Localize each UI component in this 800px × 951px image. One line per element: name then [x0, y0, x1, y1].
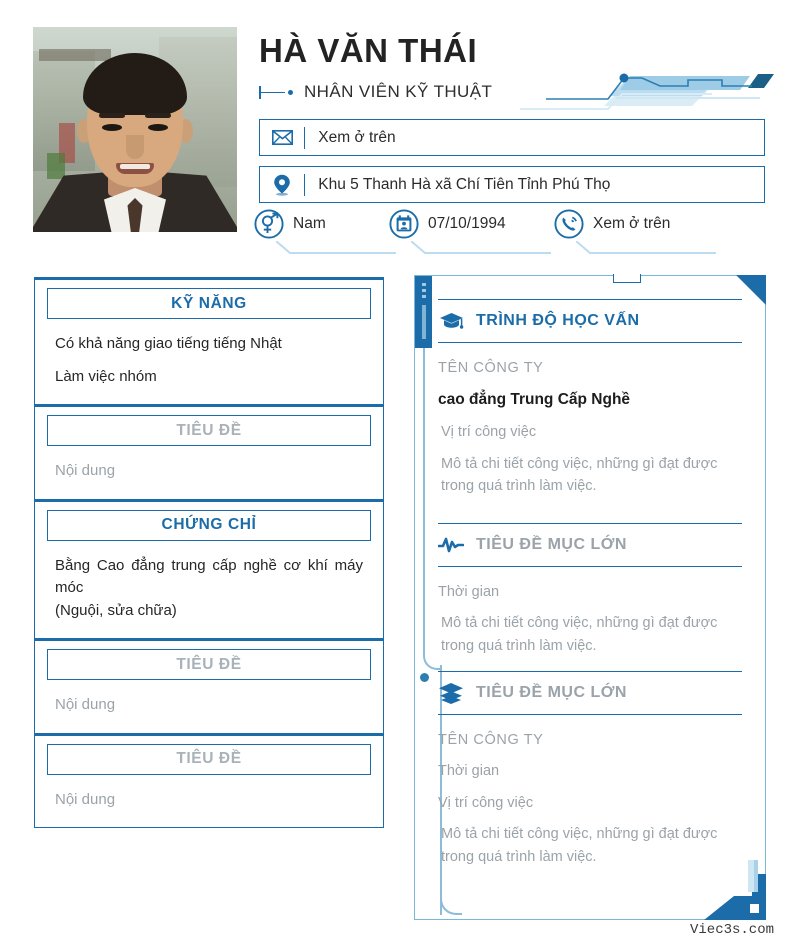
meta-underline-decoration [576, 241, 716, 255]
left-block-title: TIÊU ĐỀ [176, 750, 242, 767]
left-block-title: CHỨNG CHỈ [161, 516, 257, 533]
timeline-thread-upper [423, 348, 425, 648]
photo-nose [126, 135, 144, 159]
header-decorative-graphic [512, 68, 774, 114]
meta-gender-value: Nam [293, 215, 326, 232]
phone-icon [554, 209, 584, 244]
contact-email-row [259, 119, 765, 156]
section-body [438, 715, 742, 868]
company-name-placeholder: TÊN CÔNG TY [438, 732, 544, 748]
envelope-icon [260, 130, 304, 145]
description-placeholder: Mô tả chi tiết công việc, những gì đạt được trong quá trình làm việc. [441, 615, 718, 654]
section-header [438, 671, 742, 715]
left-block-body [35, 446, 383, 483]
left-block-body [35, 319, 383, 388]
pulse-icon [438, 536, 464, 554]
graduation-cap-icon [438, 311, 464, 331]
left-block-body [35, 775, 383, 812]
time-period-placeholder: Thời gian [438, 584, 500, 600]
description-placeholder: Mô tả chi tiết công việc, những gì đạt được trong quá trình làm việc. [441, 826, 718, 865]
left-column [34, 277, 384, 827]
layers-icon [438, 682, 464, 704]
section-placeholder-1 [438, 523, 742, 657]
section-header [438, 299, 742, 343]
company-name-placeholder: TÊN CÔNG TY [438, 360, 544, 376]
list-item: (Nguội, sửa chữa) [55, 601, 177, 619]
photo-eyebrow-left [99, 113, 125, 118]
description-placeholder: Mô tả chi tiết công việc, những gì đạt được trong quá trình làm việc. [441, 455, 718, 495]
left-block-title: TIÊU ĐỀ [176, 421, 242, 439]
job-role-row [259, 82, 492, 102]
contact-address-row [259, 166, 765, 203]
timeline-node [420, 673, 429, 682]
job-position-placeholder: Vị trí công việc [438, 794, 534, 811]
photo-background-green-object [47, 153, 65, 179]
left-block-placeholder-3 [34, 733, 384, 829]
contact-address-value: Khu 5 Thanh Hà xã Chí Tiên Tỉnh Phú Thọ [318, 175, 611, 193]
list-item: Nội dung [55, 790, 116, 808]
photo-background-roof [39, 49, 111, 61]
photo-eye-right [148, 124, 168, 131]
timeline-rail [415, 276, 432, 348]
left-block-placeholder-1 [34, 404, 384, 500]
left-block-placeholder-2 [34, 638, 384, 734]
education-institution: cao đẳng Trung Cấp Nghề [438, 391, 631, 409]
avatar [33, 27, 237, 232]
list-item: Có khả năng giao tiếng tiếng Nhật [55, 335, 282, 352]
job-position-placeholder: Vị trí công việc [441, 424, 537, 441]
right-column-notch-decoration [613, 274, 641, 283]
job-role-label: NHÂN VIÊN KỸ THUẬT [304, 82, 493, 101]
list-item: Bằng Cao đẳng trung cấp nghề cơ khí máy móc [55, 556, 363, 596]
rail-dots-icon [422, 283, 426, 300]
left-block-title: TIÊU ĐỀ [176, 655, 242, 673]
left-block-header [47, 415, 371, 446]
photo-eyebrow-right [145, 113, 171, 118]
section-title: TIÊU ĐỀ MỤC LỚN [476, 684, 627, 701]
section-body [438, 567, 742, 657]
timeline-thread-curve-lower [440, 873, 462, 915]
left-block-certificates [34, 499, 384, 640]
role-dash-icon [259, 86, 291, 99]
calendar-icon [389, 209, 419, 244]
section-header [438, 523, 742, 567]
time-period-placeholder: Thời gian [438, 763, 500, 780]
meta-underline-decoration [411, 241, 546, 255]
page-title: HÀ VĂN THÁI [259, 32, 478, 69]
left-block-header [47, 744, 371, 775]
section-education [438, 299, 742, 498]
list-item: Nội dung [55, 462, 116, 479]
photo-eye-left [102, 124, 122, 131]
section-body [438, 343, 742, 498]
right-column [414, 275, 766, 920]
left-block-header [47, 510, 371, 541]
left-block-skills [34, 277, 384, 405]
left-block-title: KỸ NĂNG [171, 294, 247, 312]
site-watermark: Viec3s.com [689, 922, 774, 938]
location-pin-icon [260, 174, 304, 196]
cv-header [0, 0, 800, 262]
section-title: TIÊU ĐỀ MỤC LỚN [476, 536, 627, 553]
meta-date-of-birth [389, 207, 554, 257]
rail-bar-decoration [422, 305, 426, 339]
photo-teeth [120, 164, 150, 169]
meta-date-of-birth-value: 07/10/1994 [428, 215, 506, 232]
list-item: Làm việc nhóm [55, 367, 157, 385]
left-block-body [35, 541, 383, 623]
meta-underline-decoration [276, 241, 394, 255]
meta-gender [254, 207, 389, 257]
meta-phone [554, 207, 754, 257]
contact-email-value: Xem ở trên [318, 128, 396, 146]
meta-phone-value: Xem ở trên [593, 215, 671, 232]
left-block-body [35, 680, 383, 717]
meta-row [254, 207, 774, 257]
gender-icon [254, 209, 284, 244]
list-item: Nội dung [55, 696, 116, 713]
left-block-header [47, 649, 371, 680]
section-placeholder-2 [438, 671, 742, 868]
left-block-header [47, 288, 371, 319]
section-title: TRÌNH ĐỘ HỌC VẤN [476, 312, 640, 329]
